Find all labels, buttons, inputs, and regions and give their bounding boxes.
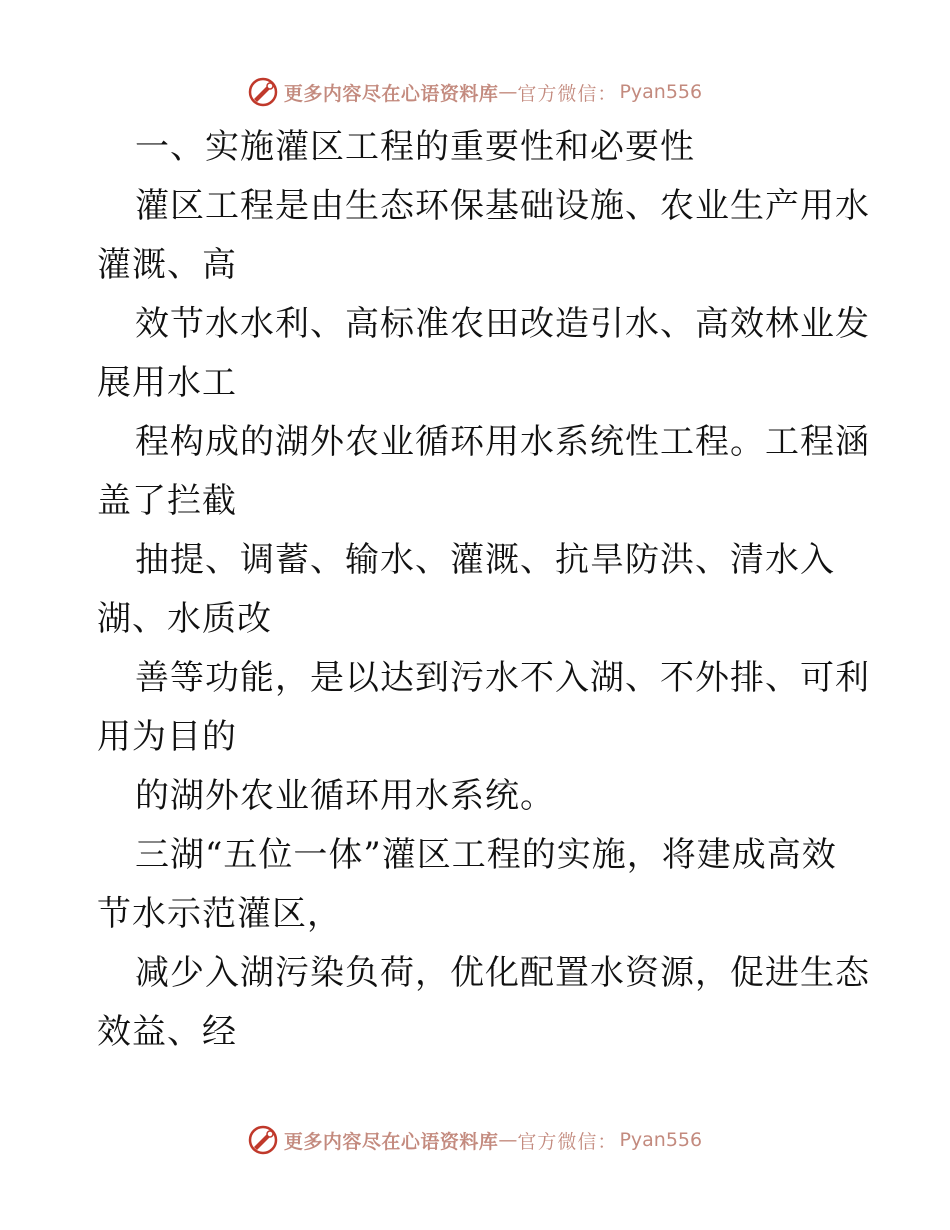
paragraph-line: 程构成的湖外农业循环用水系统性工程。工程涵 bbox=[135, 422, 870, 462]
document-body bbox=[97, 118, 870, 1062]
paragraph-line: 用为目的 bbox=[97, 717, 237, 757]
paragraph-line: 抽提、调蓄、输水、灌溉、抗旱防洪、清水入 bbox=[135, 540, 835, 580]
paragraph-line: 三湖“五位一体”灌区工程的实施，将建成高效 bbox=[135, 835, 837, 875]
footer-handle: Pyan556 bbox=[619, 1129, 703, 1151]
footer-prefix: 官方微信： bbox=[517, 1130, 618, 1153]
paragraph-line: 的湖外农业循环用水系统。 bbox=[135, 776, 555, 816]
header-prefix: 官方微信： bbox=[517, 82, 618, 105]
pen-logo-icon bbox=[248, 1125, 278, 1155]
header-text: 更多内容尽在心语资料库 bbox=[283, 82, 499, 105]
paragraph-line: 灌区工程是由生态环保基础设施、农业生产用水 bbox=[135, 186, 870, 226]
header-dash: — bbox=[498, 81, 518, 103]
paragraph-line: 善等功能，是以达到污水不入湖、不外排、可利 bbox=[135, 658, 870, 698]
paragraph-line: 节水示范灌区， bbox=[97, 894, 342, 934]
paragraph-line: 减少入湖污染负荷，优化配置水资源，促进生态 bbox=[135, 953, 870, 993]
paragraph-line: 湖、水质改 bbox=[97, 599, 272, 639]
footer-dash: — bbox=[498, 1129, 518, 1151]
footer-text: 更多内容尽在心语资料库 bbox=[283, 1130, 499, 1153]
header-banner bbox=[0, 72, 950, 112]
paragraph-line: 效节水水利、高标准农田改造引水、高效林业发 bbox=[135, 304, 870, 344]
paragraph-line: 灌溉、高 bbox=[97, 245, 237, 285]
pen-logo-icon bbox=[248, 77, 278, 107]
footer-banner bbox=[0, 1120, 950, 1160]
paragraph-line: 盖了拦截 bbox=[97, 481, 237, 521]
header-handle: Pyan556 bbox=[619, 81, 703, 103]
paragraph-line: 展用水工 bbox=[97, 363, 237, 403]
section-heading: 一、实施灌区工程的重要性和必要性 bbox=[135, 127, 695, 167]
paragraph-line: 效益、经 bbox=[97, 1012, 237, 1052]
